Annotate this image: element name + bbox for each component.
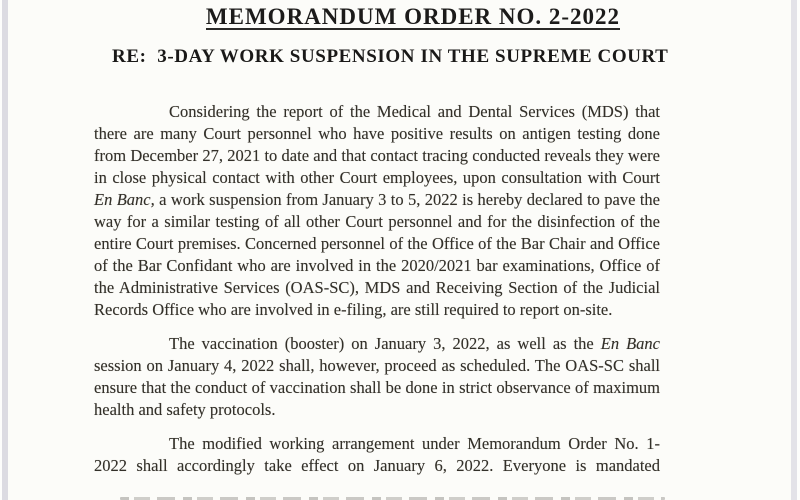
memorandum-order-title (8, 0, 791, 52)
text-run: The modified working arrangement under Memorandum Order No. 1-2022 shall accordingly take effect on January 6, 2022. Everyone is mandated (94, 434, 660, 475)
text-run: The vaccination (booster) on January 3, 2022, as well as the (169, 334, 601, 353)
text-run: Considering the report of the Medical and Dental Services (MDS) that there are many Court personnel who have positive results on antigen testing done from December 27, 2021 to date and that contact tracing conducted reveals they were in close physical contact with other Court employees, upon consultation with Court (94, 102, 660, 187)
memo-paragraph (94, 333, 660, 421)
subject-heading: RE: 3-DAY WORK SUSPENSION IN THE SUPREME COURT (112, 46, 669, 67)
memo-paragraph (94, 433, 660, 477)
photo-right-edge (791, 0, 797, 500)
italic-text-run: En Banc (600, 334, 660, 353)
photo-left-edge (2, 0, 8, 500)
italic-text-run: En Banc, (94, 190, 155, 209)
memorandum-order-title-text: MEMORANDUM ORDER NO. 2-2022 (205, 4, 621, 29)
memo-body (94, 101, 660, 477)
text-run: session on January 4, 2022 shall, however, proceed as scheduled. The OAS-SC shall ensure that the conduct of vaccination shall be done in strict observance of maximum health and safety protocols. (94, 356, 660, 419)
document-page (8, 0, 791, 500)
text-run: a work suspension from January 3 to 5, 2022 is hereby declared to pave the way for a similar testing of all other Court personnel and for the disinfection of the entire Court premises. Concerned personnel of the Office of the Bar Chair and Office of the Bar Confidant who are involved in the 2020/2021 bar examinations, Office of the Administrative Services (OAS-SC), MDS and Receiving Section of the Judicial Records Office who are involved in e-filing, are still required to report on-site. (94, 190, 660, 319)
memo-paragraph (94, 101, 660, 321)
